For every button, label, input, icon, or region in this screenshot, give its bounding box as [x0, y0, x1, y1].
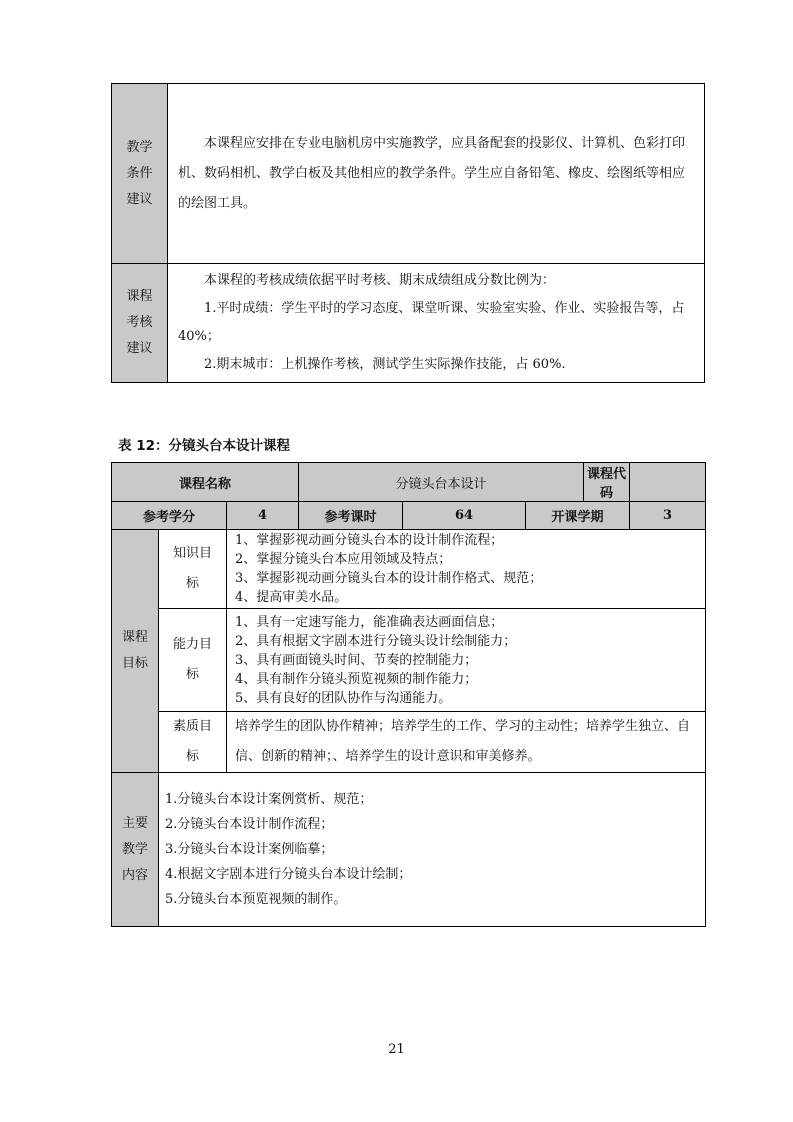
course-code-label: 课程代码 [584, 463, 630, 502]
semester-label: 开课学期 [526, 502, 630, 530]
label-line: 教学 [126, 139, 153, 155]
list-item: 3、掌握影视动画分镜头台本的设计制作格式、规范； [235, 571, 543, 586]
list-item: 2、掌握分镜头台本应用领域及特点； [235, 552, 452, 567]
label-line: 建议 [126, 191, 153, 207]
objectives-label [112, 530, 159, 773]
label-line: 条件 [126, 165, 153, 181]
list-item: 1、具有一定速写能力，能准确表达画面信息； [235, 614, 504, 630]
list-item: 4、提高审美水品。 [235, 590, 348, 605]
ability-objective-label [159, 609, 227, 712]
credit-value: 4 [227, 502, 299, 530]
list-item: 4、具有制作分镜头预览视频的制作能力； [235, 671, 478, 687]
paragraph: 本课程的考核成绩依据平时考核、期末成绩组成分数比例为： [204, 273, 556, 288]
course-name-label: 课程名称 [112, 463, 299, 502]
table-caption: 表 12：分镜头台本设计课程 [118, 438, 290, 454]
label-line: 内容 [121, 867, 148, 883]
label-line: 能力目 [172, 637, 212, 652]
course-name-value: 分镜头台本设计 [299, 463, 584, 502]
label-line: 标 [185, 667, 199, 682]
semester-value: 3 [630, 502, 706, 530]
quality-objectives: 培养学生的团队协作精神；培养学生的工作、学习的主动性；培养学生独立、自信、创新的精神；、培养学生的设计意识和审美修养。 [227, 712, 706, 773]
main-content-label [112, 773, 159, 927]
ability-objectives [227, 609, 706, 712]
label-line: 课程 [121, 630, 148, 645]
knowledge-objective-label [159, 530, 227, 609]
quality-objective-label [159, 712, 227, 773]
knowledge-objectives [227, 530, 706, 609]
list-item: 3、具有画面镜头时间、节奏的控制能力； [235, 652, 478, 668]
label-line: 考核 [126, 315, 153, 330]
list-item: 4.根据文字剧本进行分镜头台本设计绘制； [165, 867, 412, 882]
hours-value: 64 [403, 502, 526, 530]
label-line: 目标 [121, 656, 148, 671]
list-item: 2.分镜头台本设计制作流程； [165, 817, 334, 832]
label-line: 标 [185, 576, 199, 591]
paragraph: 1.平时成绩：学生平时的学习态度、课堂听课、实验室实验、作业、实验报告等，占 40%； [178, 301, 685, 344]
assessment-content [168, 264, 705, 383]
label-line: 主要 [121, 815, 148, 831]
list-item: 5、具有良好的团队协作与沟通能力。 [235, 690, 452, 706]
teaching-conditions-label [112, 84, 168, 264]
list-item: 1.分镜头台本设计案例赏析、规范； [165, 792, 373, 807]
list-item: 1、掌握影视动画分镜头台本的设计制作流程； [235, 533, 504, 548]
assessment-label [112, 264, 168, 383]
paragraph: 2.期末城市：上机操作考核，测试学生实际操作技能，占 60%. [204, 357, 566, 372]
teaching-conditions-table [111, 83, 705, 383]
list-item: 5.分镜头台本预览视频的制作。 [165, 892, 347, 907]
main-content-list [159, 773, 706, 927]
teaching-conditions-content [168, 84, 705, 264]
label-line: 标 [185, 749, 199, 764]
label-line: 素质目 [172, 719, 212, 734]
course-code-value [630, 463, 706, 502]
page-number: 21 [388, 1042, 405, 1057]
course-table [111, 462, 706, 927]
label-line: 知识目 [172, 546, 212, 561]
paragraph: 本课程应安排在专业电脑机房中实施教学，应具备配套的投影仪、计算机、色彩打印机、数码相机、教学白板及其他相应的教学条件。学生应自备铅笔、橡皮、绘图纸等相应的绘图工具。 [178, 135, 686, 211]
list-item: 2、具有根据文字剧本进行分镜头设计绘制能力； [235, 633, 517, 649]
credit-label: 参考学分 [112, 502, 227, 530]
hours-label: 参考课时 [299, 502, 403, 530]
label-line: 教学 [121, 841, 148, 857]
label-line: 课程 [126, 289, 153, 304]
list-item: 3.分镜头台本设计案例临摹； [165, 842, 334, 857]
label-line: 建议 [126, 341, 153, 356]
